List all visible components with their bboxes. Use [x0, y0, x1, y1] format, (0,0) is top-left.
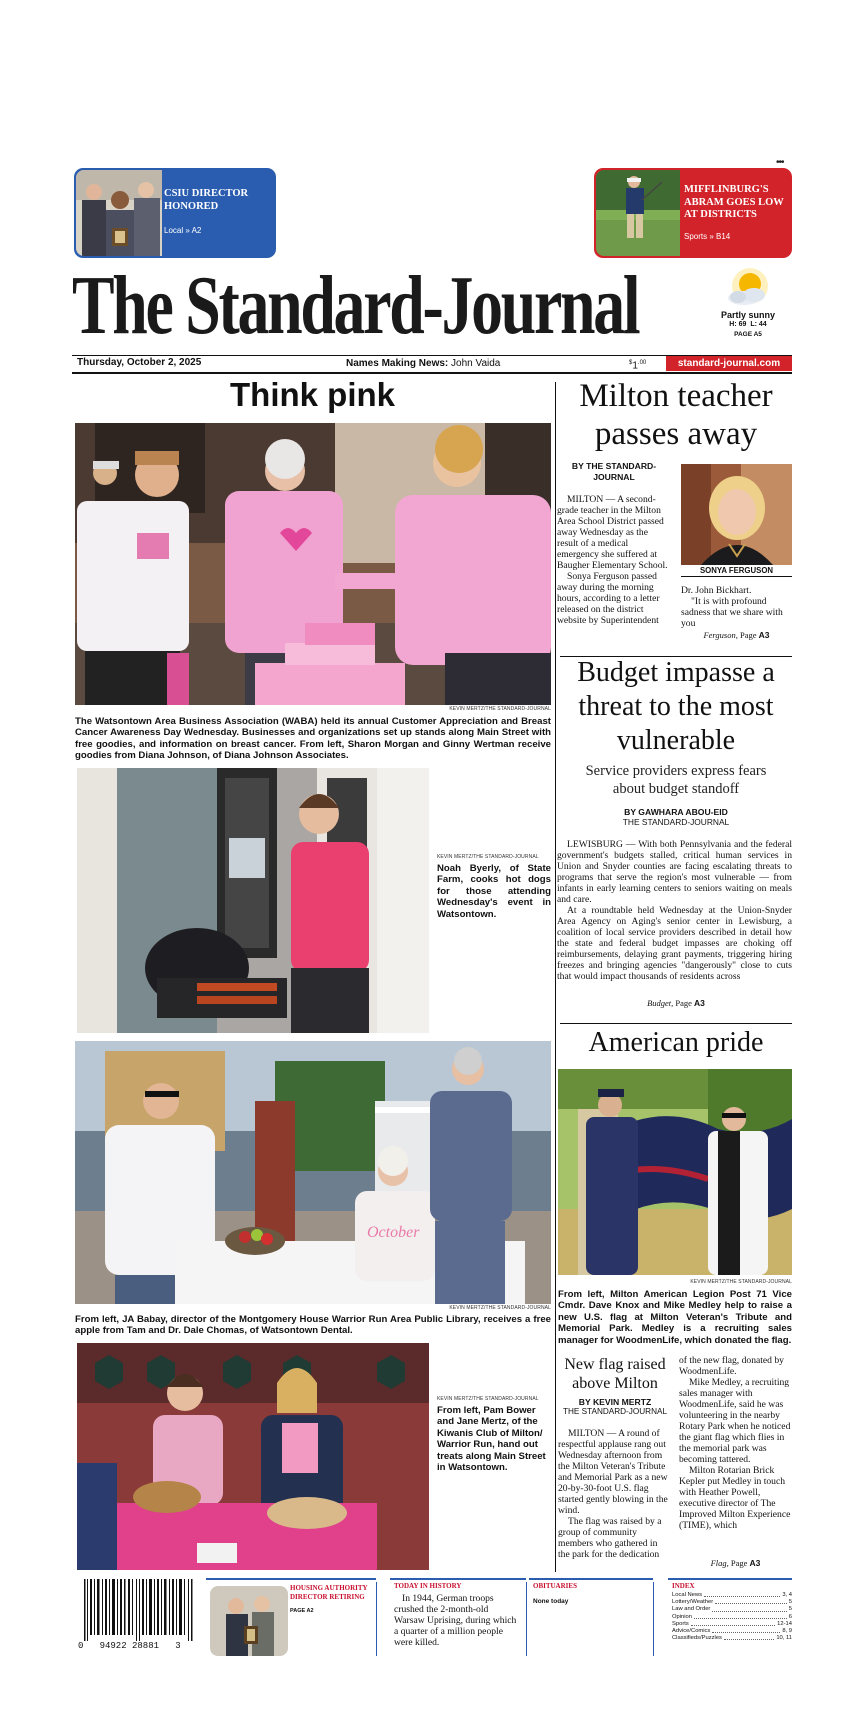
weather-low-label: L: — [750, 321, 757, 328]
index-item-label: Advice/Comics — [672, 1628, 711, 1635]
index-item-label: Law and Order — [672, 1606, 711, 1613]
photo-kiwanis-credit: KEVIN MERTZ/THE STANDARD-JOURNAL — [437, 1396, 539, 1402]
index-item[interactable] — [672, 1628, 792, 1635]
history-body: In 1944, German troops crushed the 2-month-old Warsaw Uprising, during which a quarter of a million people were killed. — [394, 1593, 517, 1648]
bottom-rule-index — [668, 1578, 792, 1580]
teaser-mifflinburg-title: MIFFLINBURG'S ABRAM GOES LOW AT DISTRICTS — [684, 184, 784, 220]
budget-jump-word: Budget, — [647, 998, 674, 1008]
teaser-mifflinburg-abram[interactable] — [594, 168, 792, 258]
flag-body-p2: The flag was raised by a group of community members who gathered in the park for the dedication — [558, 1516, 662, 1560]
flag-jump-page: A3 — [749, 1558, 761, 1568]
index-box — [668, 1582, 792, 1656]
price-cents: .00 — [637, 360, 647, 366]
index-item-label: Sports — [672, 1620, 689, 1627]
price-value: 1 — [632, 360, 638, 372]
index-item-page: 3, 4 — [782, 1592, 792, 1598]
obituaries — [529, 1582, 654, 1656]
index-item-leader — [704, 1592, 780, 1597]
index-item-label: Lottery/Weather — [672, 1599, 714, 1606]
think-pink-headline: Think pink — [230, 376, 395, 413]
index-item-page: 12-14 — [777, 1620, 792, 1627]
bottom-rule-history — [390, 1578, 526, 1580]
index-item[interactable] — [672, 1614, 792, 1621]
index-item-page: 8, 9 — [782, 1628, 792, 1635]
index-item[interactable] — [672, 1606, 792, 1613]
weather-high: 69 — [738, 321, 747, 328]
price-symbol: $ — [629, 360, 633, 366]
pride-headline: American pride — [588, 1027, 764, 1058]
weather-condition: Partly sunny — [720, 310, 776, 320]
budget-deck: Service providers express fears about budget standoff — [585, 763, 767, 797]
flag-jump-page-label: Page — [730, 1558, 748, 1568]
flag-body-p5: Milton Rotarian Brick Kepler put Medley in touch with Heather Powell, executive director of The Improved Milton Experience (TIME), which — [679, 1465, 791, 1531]
photo-sonya-ferguson — [681, 464, 792, 565]
budget-body-p1: LEWISBURG — With both Pennsylvania and the federal government's budgets stalled, critical human services in Union and Snyder counties are facing escalating threats to programs that serve the region's most vulnerable — from infants in early learning centers to seniors waiting on meals and care. — [557, 839, 792, 905]
housing-page: PAGE A2 — [290, 1608, 314, 1614]
names-making-news — [346, 357, 500, 371]
names-label: Names Making News: — [346, 358, 449, 369]
obits-title: OBITUARIES — [533, 1582, 577, 1590]
teacher-jump[interactable] — [681, 630, 792, 640]
photo-waba-caption: The Watsontown Area Business Association (WABA) held its annual Customer Appreciation and Breast Cancer Awareness Day Wednesday. Businesses and organizations set up stands along Main Street with free goodies, and information on breast cancer. From left, Sharon Morgan and Ginny Wertman receive goodies from Diana Johnson, of Diana Johnson Associates. — [75, 716, 551, 762]
housing-photo — [210, 1586, 288, 1656]
teacher-body-p3: Dr. John Bickhart. — [681, 585, 752, 596]
index-item[interactable] — [672, 1599, 792, 1606]
photo-waba-credit: KEVIN MERTZ/THE STANDARD-JOURNAL — [449, 706, 551, 712]
index-item-label: Classifieds/Puzzles — [672, 1635, 722, 1642]
teaser-golf-photo — [596, 170, 680, 256]
flag-body-p4: Mike Medley, a recruiting sales manager with WoodmenLife, said he was volunteering in the nearby Rotary Park when he noticed the giant flag which flies in the memorial park was becoming tattered. — [679, 1377, 791, 1465]
today-in-history — [390, 1582, 527, 1656]
barcode-digits: 0 94922 28881 3 — [78, 1641, 181, 1651]
price — [629, 356, 646, 373]
index-item-page: 5 — [788, 1606, 792, 1613]
teaser-csiu-title: CSIU DIRECTOR HONORED — [164, 188, 249, 212]
index-item-label: Local News — [672, 1592, 702, 1598]
teaser-csiu-section: Local » A2 — [164, 226, 202, 235]
photo-flag-credit: KEVIN MERTZ/THE STANDARD-JOURNAL — [690, 1279, 792, 1285]
bottom-rule-housing — [206, 1578, 376, 1580]
teaser-csiu-photo — [76, 170, 162, 256]
housing-title: HOUSING AUTHORITY DIRECTOR RETIRING — [290, 1584, 368, 1601]
housing-teaser[interactable] — [206, 1582, 377, 1656]
index-item-page: 6 — [788, 1613, 792, 1620]
teacher-body-p2: Sonya Ferguson passed away during the morning hours, according to a letter released on the district website by Superintendent — [557, 571, 660, 626]
flag-body-left — [558, 1428, 671, 1560]
index-item-page: 10, 11 — [776, 1635, 792, 1642]
masthead-date: Thursday, October 2, 2025 — [77, 357, 202, 368]
index-item-page: 5 — [788, 1599, 792, 1606]
index-item-leader — [712, 1606, 786, 1611]
website-link[interactable] — [666, 356, 792, 371]
photo-flag-caption: From left, Milton American Legion Post 71 Vice Cmdr. Dave Knox and Mike Medley help to raise a new U.S. flag at Milton Veteran's Tribute and Memorial Park. Medley is a recruiting sales manager for WoodmenLife, which donated the flag. — [558, 1289, 792, 1346]
budget-jump[interactable] — [560, 998, 792, 1008]
photo-hot-dogs-caption: Noah Byerly, of State Farm, cooks hot dogs for those attending Wednesday's event in Watsontown. — [437, 863, 551, 920]
more-dots-icon[interactable]: ••• — [776, 157, 784, 168]
teacher-jump-page: A3 — [758, 630, 770, 640]
photo-kiwanis — [77, 1343, 429, 1570]
photo-hot-dogs-credit: KEVIN MERTZ/THE STANDARD-JOURNAL — [437, 854, 539, 860]
svg-text:October: October — [367, 1224, 420, 1241]
index-title: INDEX — [672, 1582, 695, 1590]
teacher-body-left — [557, 494, 669, 626]
budget-byline-org: THE STANDARD-JOURNAL — [622, 817, 730, 827]
weather-page: PAGE A5 — [734, 331, 762, 338]
budget-body — [557, 839, 792, 982]
flag-byline-org: THE STANDARD-JOURNAL — [562, 1407, 668, 1416]
teacher-body-p4: "It is with profound sadness that we share with you — [681, 596, 783, 629]
teacher-jump-word: Ferguson, — [703, 630, 738, 640]
flag-subheadline: New flag raised above Milton — [564, 1356, 666, 1392]
sun-cloud-icon — [720, 264, 776, 312]
index-item[interactable] — [672, 1635, 792, 1642]
weather-temps — [706, 321, 790, 328]
photo-waba-stand — [75, 423, 551, 705]
weather-box — [706, 262, 790, 354]
flag-byline: BY KEVIN MERTZ — [578, 1397, 652, 1407]
weather-low: 44 — [758, 321, 767, 328]
photo-apples-caption: From left, JA Babay, director of the Montgomery House Warrior Run Area Public Library, receives a free apple from Tam and Dr. Dale Chomas, of Watsontown Dental. — [75, 1314, 551, 1337]
teaser-mifflinburg-section: Sports » B14 — [684, 232, 731, 241]
teacher-byline: BY THE STANDARD-JOURNAL — [571, 461, 657, 482]
photo-apples-credit: KEVIN MERTZ/THE STANDARD-JOURNAL — [449, 1305, 551, 1311]
website-text[interactable]: standard-journal.com — [677, 358, 781, 369]
teacher-jump-page-label: Page — [739, 630, 757, 640]
budget-pride-rule — [560, 1023, 792, 1024]
index-item-leader — [691, 1621, 775, 1626]
index-item[interactable] — [672, 1592, 792, 1599]
budget-headline: Budget impasse a threat to the most vulnerable — [577, 657, 775, 756]
flag-jump-word: Flag, — [710, 1558, 729, 1568]
budget-jump-page-label: Page — [675, 998, 692, 1008]
teaser-csiu-director[interactable] — [74, 168, 276, 258]
flag-body-right — [679, 1355, 792, 1531]
index-item-leader — [712, 1628, 780, 1633]
budget-byline: BY GAWHARA ABOU-EID — [624, 807, 728, 817]
weather-high-label: H: — [729, 321, 737, 328]
photo-flag-raising — [558, 1069, 792, 1275]
index-item-leader — [694, 1614, 787, 1619]
masthead-title: The Standard-Journal — [72, 259, 639, 352]
bottom-rule-obits — [529, 1578, 653, 1580]
names-value: John Vaida — [451, 358, 501, 369]
teacher-body-p1: MILTON — A second-grade teacher in the Milton Area School District passed away Wednesday as the result of a medical emergency she suffered at Baugher Elementary School. — [557, 494, 668, 571]
flag-body-p1: MILTON — A round of respectful applause rang out Wednesday afternoon from the Milton Veteran's Tribute and Memorial Park as a new 20-by-30-foot U.S. flag started gently blowing in the wind. — [558, 1428, 668, 1516]
index-item[interactable] — [672, 1621, 792, 1628]
photo-apples — [75, 1041, 551, 1304]
teacher-body-right — [681, 585, 792, 629]
history-title: TODAY IN HISTORY — [394, 1582, 462, 1590]
photo-kiwanis-caption: From left, Pam Bower and Jane Mertz, of the Kiwanis Club of Milton/ Warrior Run, hand out treats along Main Street in Watsontown. — [437, 1405, 546, 1474]
budget-jump-page: A3 — [694, 998, 705, 1008]
photo-sonya-name: SONYA FERGUSON — [681, 566, 792, 577]
photo-hot-dogs — [77, 768, 429, 1033]
index-item-leader — [724, 1635, 774, 1640]
column-divider — [555, 382, 556, 1572]
flag-body-p3: of the new flag, donated by WoodmenLife. — [679, 1355, 784, 1377]
budget-body-p2: At a roundtable held Wednesday at the Union-Snyder Area Agency on Aging's senior center in Lewisburg, a coalition of local service providers described in detail how the state and federal budget impasses are choking off reimbursements, delaying grant payments, triggering hiring freezes and bringing agencies "dangerously" close to cuts that would impact thousands of residents across — [557, 905, 792, 982]
index-item-leader — [715, 1599, 787, 1604]
teacher-headline: Milton teacher passes away — [579, 378, 773, 452]
flag-jump[interactable] — [679, 1558, 792, 1568]
index-list — [668, 1590, 792, 1642]
barcode — [78, 1579, 202, 1653]
obits-body: None today — [533, 1598, 569, 1605]
index-item-label: Opinion — [672, 1613, 692, 1620]
